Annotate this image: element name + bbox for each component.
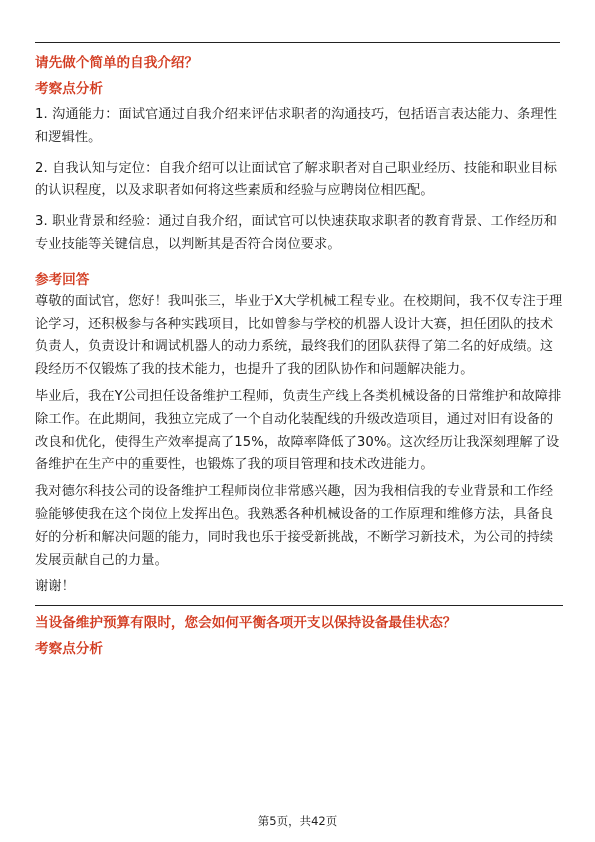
answer-paragraph: 毕业后，我在Y公司担任设备维护工程师，负责生产线上各类机械设备的日常维护和故障排除工作。在此期间，我独立完成了一个自动化装配线的升级改造项目，通过对旧有设备的改良和优化，使得生产效率提高了15%，故障率降低了30%。这次经历让我深刻理解了设备维护在生产中的重要性，也锻炼了我的项目管理和技术改进能力。 (35, 388, 562, 473)
question-title: 当设备维护预算有限时，您会如何平衡各项开支以保持设备最佳状态？ (35, 615, 457, 632)
page-number: 第5页，共42页 (257, 814, 338, 828)
answer-paragraph: 我对德尔科技公司的设备维护工程师岗位非常感兴趣，因为我相信我的专业背景和工作经验能够使我在这个岗位上发挥出色。我熟悉各种机械设备的工作原理和维修方法，具备良好的分析和解决问题的能力，同时我也乐于接受新挑战，不断学习新技术，为公司的持续发展贡献自己的力量。 (35, 484, 554, 568)
page-content (35, 52, 563, 660)
question-title: 请先做个简单的自我介绍？ (35, 55, 199, 71)
analysis-point: 3. 职业背景和经验：通过自我介绍，面试官可以快速获取求职者的教育背景、工作经历和专业技能等关键信息，以判断其是否符合岗位要求。 (35, 214, 557, 252)
top-divider (35, 42, 560, 43)
answer-closing: 谢谢！ (35, 579, 75, 595)
analysis-point: 2. 自我认知与定位：自我介绍可以让面试官了解求职者对自己职业经历、技能和职业目标的认识程度，以及求职者如何将这些素质和经验与应聘岗位相匹配。 (35, 160, 557, 199)
section-divider (35, 605, 563, 606)
analysis-heading: 考察点分析 (35, 81, 103, 97)
analysis-heading: 考察点分析 (35, 641, 103, 658)
answer-heading: 参考回答 (35, 271, 90, 288)
analysis-point: 1. 沟通能力：面试官通过自我介绍来评估求职者的沟通技巧，包括语言表达能力、条理性和逻辑性。 (35, 107, 557, 145)
answer-paragraph: 尊敬的面试官，您好！我叫张三，毕业于X大学机械工程专业。在校期间，我不仅专注于理论学习，还积极参与各种实践项目，比如曾参与学校的机器人设计大赛，担任团队的技术负责人，负责设计和调试机器人的动力系统，最终我们的团队获得了第二名的好成绩。这段经历不仅锻炼了我的技术能力，也提升了我的团队协作和问题解决能力。 (35, 293, 563, 378)
